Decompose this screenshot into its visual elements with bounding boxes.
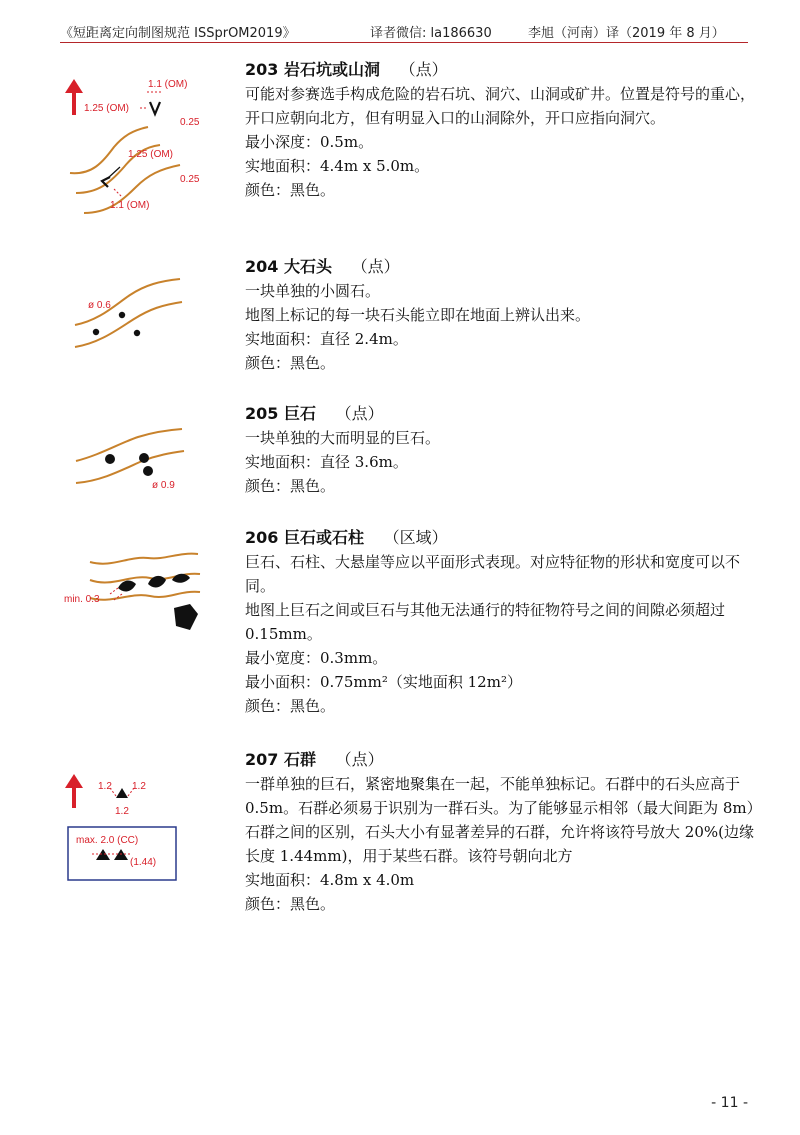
color: 颜色：黑色。 — [245, 697, 336, 715]
symbol-name: 岩石坑或山洞 — [283, 60, 380, 79]
color: 颜色：黑色。 — [245, 354, 336, 372]
pillar-area-icon — [174, 604, 198, 630]
description: 地图上标记的每一块石头能立即在地面上辨认出来。 — [245, 306, 591, 324]
book-title: 《短距离定向制图规范 ISSprOM2019》 — [60, 26, 296, 41]
entry-207 — [245, 750, 755, 916]
figure-207-boulder-cluster — [62, 772, 182, 887]
symbol-type: （区域） — [383, 528, 448, 547]
entry-205 — [245, 404, 755, 498]
page-number: - 11 - — [711, 1095, 748, 1111]
boulder-cluster-icon — [116, 788, 128, 798]
color: 颜色：黑色。 — [245, 477, 336, 495]
symbol-name: 巨石或石柱 — [283, 528, 364, 547]
symbol-type: （点） — [399, 60, 448, 79]
dim-label: (1.44) — [130, 857, 157, 868]
symbol-name: 大石头 — [283, 257, 332, 276]
ground-size: 实地面积：4.8m x 4.0m — [245, 871, 415, 889]
entry-204 — [245, 257, 755, 375]
symbol-name: 石群 — [283, 750, 316, 769]
description: 巨石、石柱、大悬崖等应以平面形式表现。对应特征物的形状和宽度可以不同。 — [245, 553, 741, 595]
rock-pit-symbol-icon — [150, 102, 160, 114]
dim-label: ø 0.9 — [152, 480, 175, 491]
dim-label: 1.2 — [115, 806, 129, 817]
entry-206 — [245, 528, 755, 718]
description: 一块单独的大而明显的巨石。 — [245, 429, 441, 447]
symbol-code: 206 — [245, 528, 279, 547]
dim-label: 1.1 (OM) — [148, 79, 188, 90]
symbol-type: （点） — [335, 404, 384, 423]
dim-label: ø 0.6 — [88, 300, 111, 311]
large-boulder-icon — [105, 454, 115, 464]
dim-label: 1.25 (OM) — [84, 103, 130, 114]
figure-206-boulder-field — [62, 548, 207, 638]
translator-wechat: 译者微信: la186630 — [370, 26, 492, 41]
symbol-type: （点） — [351, 257, 400, 276]
color: 颜色：黑色。 — [245, 895, 336, 913]
symbol-code: 204 — [245, 257, 279, 276]
symbol-type: （点） — [335, 750, 384, 769]
large-boulder-icon — [143, 466, 153, 476]
description: 一群单独的巨石，紧密地聚集在一起，不能单独标记。石群中的石头应高于 0.5m。石群必须易于识别为一群石头。为了能够显示相邻（最大间距为 8m）石群之间的区别，石头大小有显著差异的石群，允许将该符号放大 20%(边缘长度 1.44mm)，用于某些石群。该符号朝向北方 — [245, 775, 755, 865]
dim-label: 1.25 (OM) — [128, 149, 174, 160]
color: 颜色：黑色。 — [245, 181, 336, 199]
figure-204-boulder — [70, 275, 190, 360]
entry-203 — [245, 60, 755, 202]
description: 可能对参赛选手构成危险的岩石坑、洞穴、山洞或矿井。位置是符号的重心，开口应朝向北方，但有明显入口的山洞除外，开口应指向洞穴。 — [245, 85, 756, 127]
symbol-code: 205 — [245, 404, 279, 423]
header-rule — [60, 42, 748, 43]
north-arrow-head-icon — [65, 774, 83, 788]
boulder-area-icon — [118, 581, 136, 592]
min-width: 最小宽度：0.3mm。 — [245, 649, 388, 667]
dim-label: 0.25 — [180, 174, 200, 185]
dim-label: max. 2.0 (CC) — [76, 835, 139, 846]
dim-label: 0.25 — [180, 117, 200, 128]
dim-label: 1.2 — [132, 781, 146, 792]
large-boulder-icon — [139, 453, 149, 463]
ground-size: 实地面积：直径 2.4m。 — [245, 330, 408, 348]
description: 地图上巨石之间或巨石与其他无法通行的特征物符号之间的间隙必须超过 0.15mm。 — [245, 601, 726, 643]
entry-title — [245, 528, 755, 548]
symbol-code: 203 — [245, 60, 279, 79]
figure-203-rock-pit — [62, 75, 222, 225]
symbol-code: 207 — [245, 750, 279, 769]
description: 一块单独的小圆石。 — [245, 282, 381, 300]
entry-title — [245, 750, 755, 770]
translator-credit: 李旭（河南）译（2019 年 8 月） — [528, 26, 725, 41]
boulder-icon — [134, 330, 140, 336]
dim-label: 1.2 — [98, 781, 112, 792]
boulder-icon — [93, 329, 99, 335]
boulder-icon — [119, 312, 125, 318]
figure-205-large-boulder — [72, 425, 187, 495]
ground-size: 实地面积：4.4m x 5.0m。 — [245, 157, 430, 175]
dim-label: min. 0.3 — [64, 594, 100, 605]
ground-size: 实地面积：直径 3.6m。 — [245, 453, 408, 471]
min-depth: 最小深度：0.5m。 — [245, 133, 374, 151]
dim-label: 1.1 (OM) — [110, 200, 150, 211]
symbol-name: 巨石 — [283, 404, 316, 423]
entry-title — [245, 257, 755, 277]
north-arrow-head-icon — [65, 79, 83, 93]
entry-title — [245, 60, 755, 80]
min-area: 最小面积：0.75mm²（实地面积 12m²） — [245, 673, 522, 691]
entry-title — [245, 404, 755, 424]
boulder-cluster-icon — [96, 849, 110, 860]
